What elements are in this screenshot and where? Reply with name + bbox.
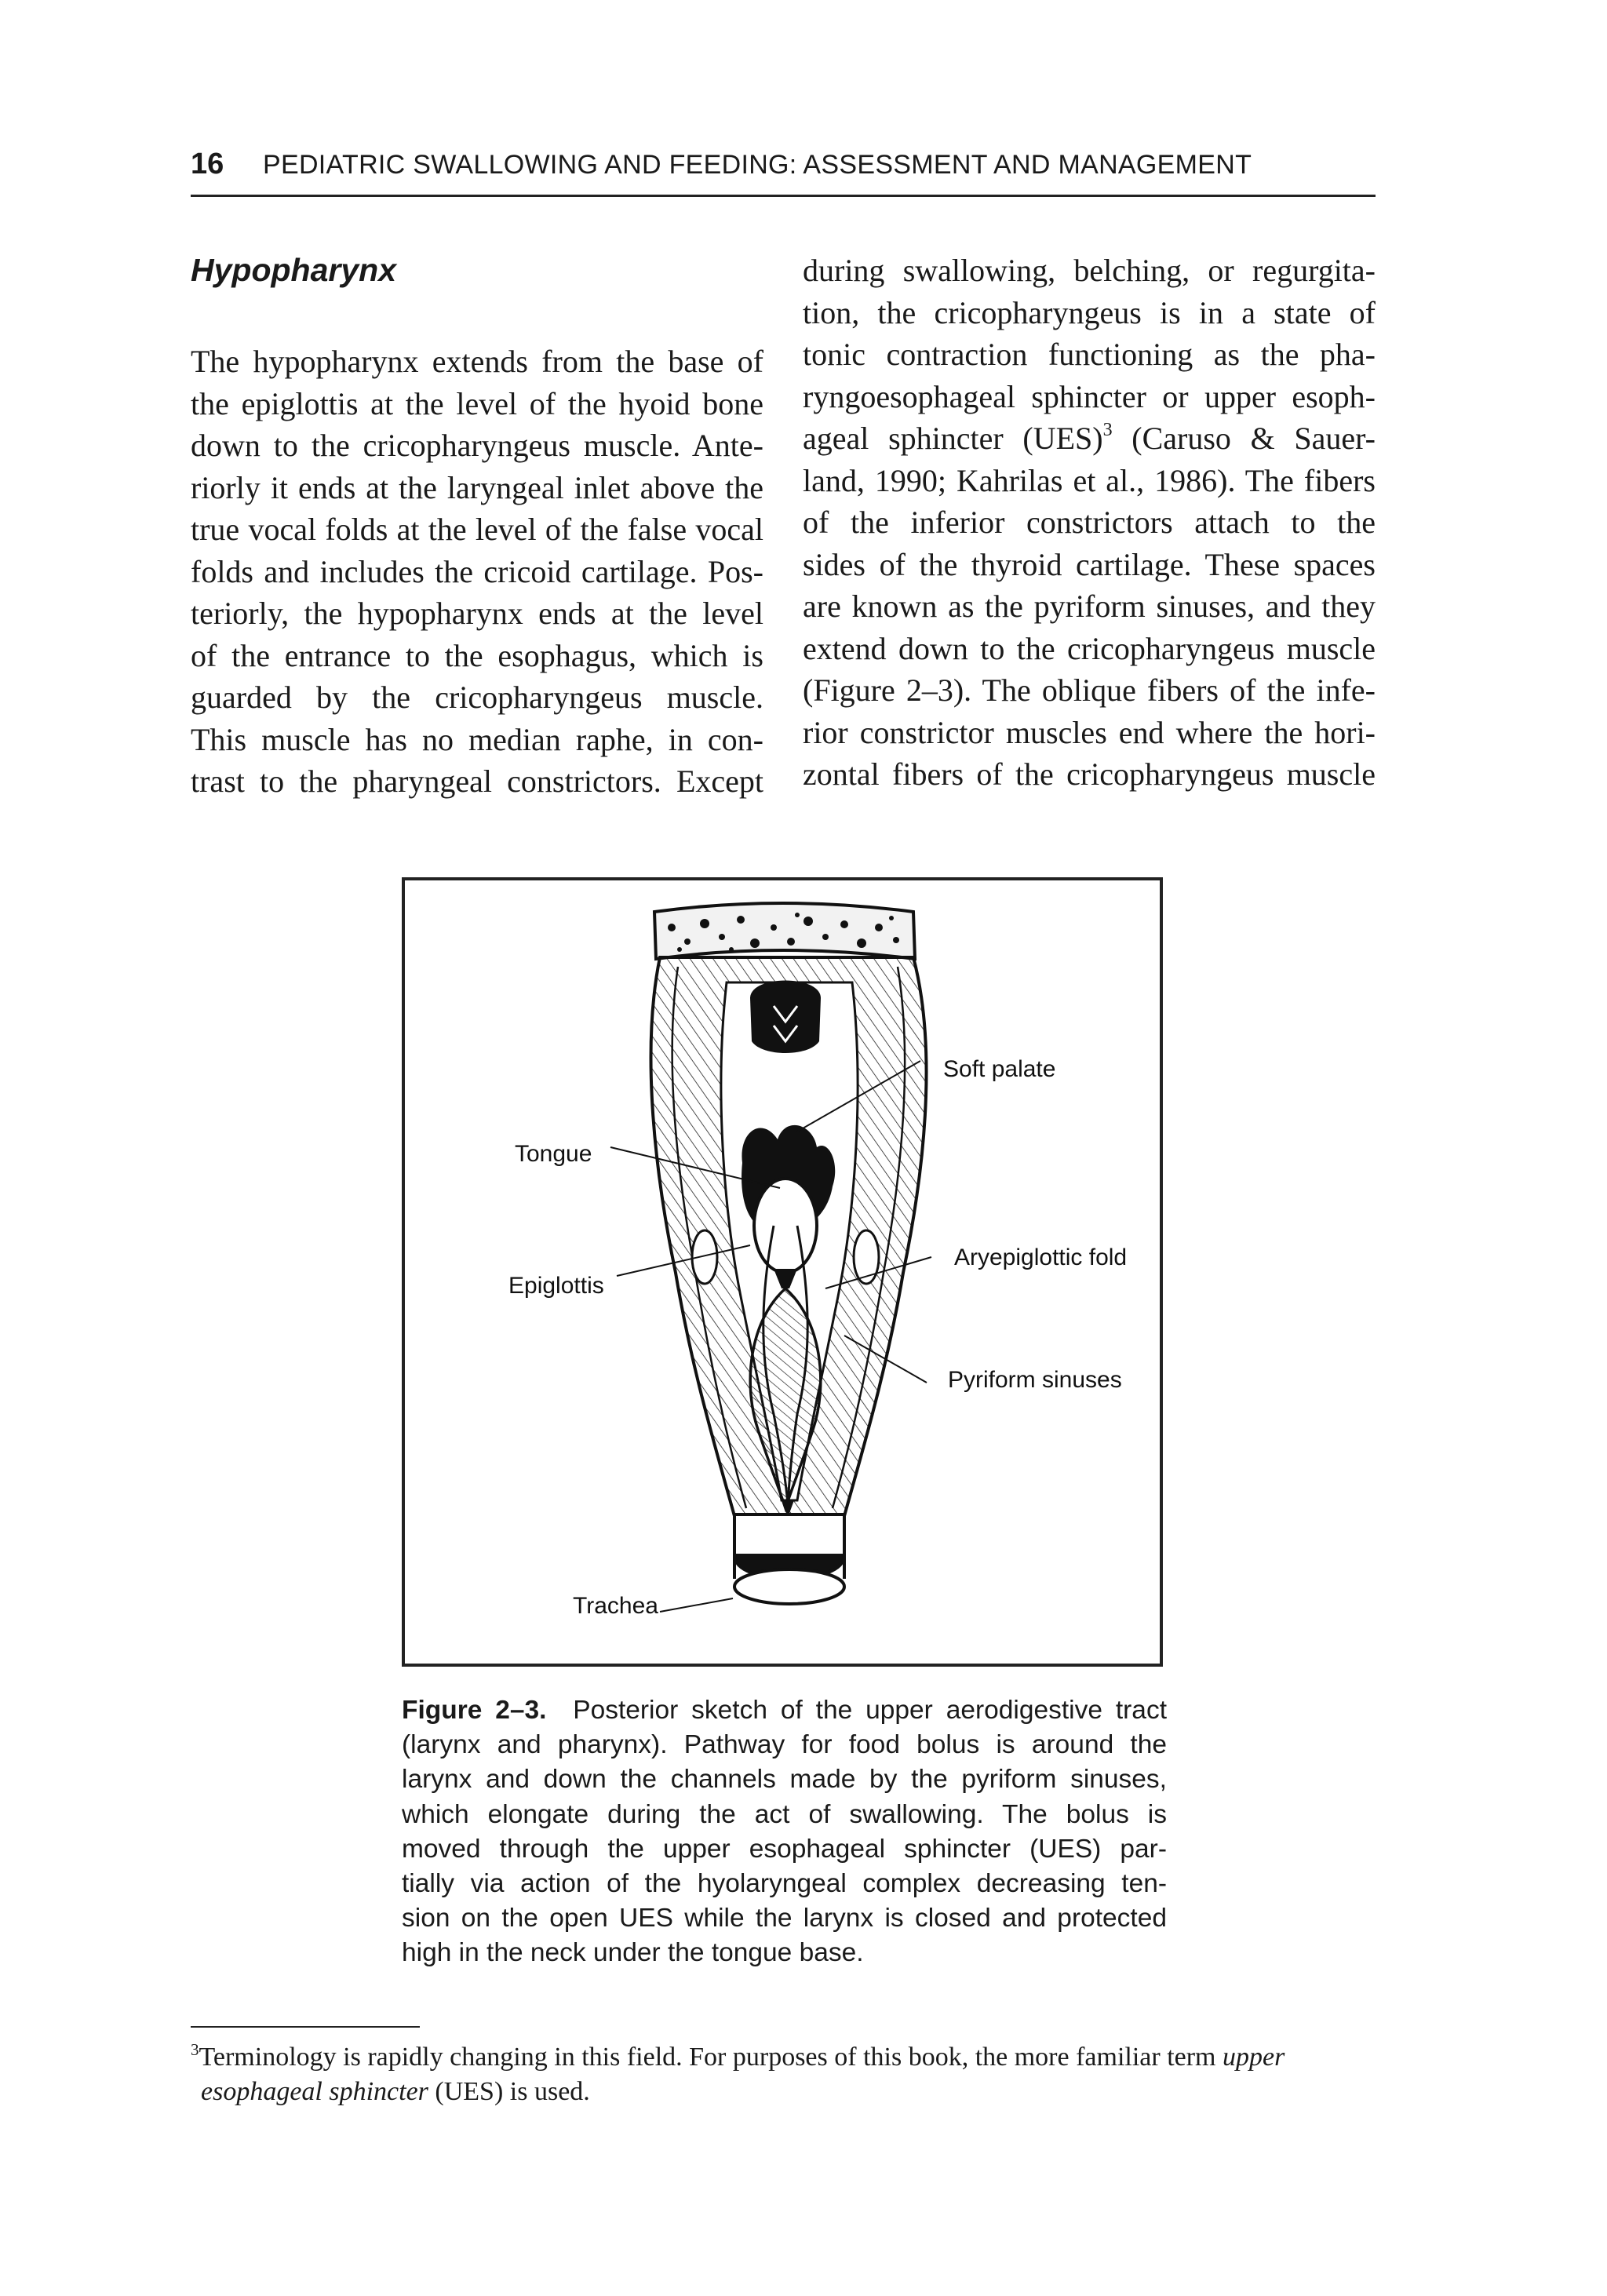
body-line: down to the cricopharyngeus muscle. Ante- bbox=[191, 428, 763, 463]
body-line: The hypopharynx extends from the base of bbox=[191, 344, 763, 379]
footnote-italic: esophageal sphincter bbox=[201, 2077, 428, 2106]
citation-text: (Caruso & Sauer- bbox=[1112, 421, 1376, 456]
caption-line: tially via action of the hyolaryngeal complex decreasing ten- bbox=[402, 1868, 1167, 1898]
body-line: are known as the pyriform sinuses, and they bbox=[803, 589, 1376, 624]
page-number: 16 bbox=[191, 148, 224, 180]
figure-frame bbox=[402, 877, 1163, 1667]
ues-text: ageal sphincter (UES) bbox=[803, 421, 1103, 456]
body-line: (Figure 2–3). The oblique fibers of the infe- bbox=[803, 672, 1376, 708]
body-line-with-footnote-ref bbox=[803, 417, 1376, 460]
footnote-text: (UES) is used. bbox=[428, 2077, 590, 2106]
footnote-line bbox=[191, 2075, 1376, 2109]
body-line: rior constrictor muscles end where the hori- bbox=[803, 714, 1376, 750]
body-line: extend down to the cricopharyngeus muscle bbox=[803, 630, 1376, 666]
body-line: folds and includes the cricoid cartilage. Pos- bbox=[191, 553, 763, 589]
figure-caption bbox=[402, 1693, 1167, 1971]
label-trachea: Trachea bbox=[573, 1593, 658, 1619]
caption-line bbox=[402, 1693, 1167, 1728]
body-line: ryngoesophageal sphincter or upper esoph- bbox=[803, 378, 1376, 414]
body-line: This muscle has no median raphe, in con- bbox=[191, 721, 763, 757]
body-line: of the inferior constrictors attach to the bbox=[803, 505, 1376, 540]
body-line: land, 1990; Kahrilas et al., 1986). The fibers bbox=[803, 462, 1376, 498]
body-line: teriorly, the hypopharynx ends at the level bbox=[191, 596, 763, 631]
caption-line: which elongate during the act of swallowing. The bolus is bbox=[402, 1799, 1167, 1829]
soft-palate-shape bbox=[750, 981, 821, 1054]
caption-line: moved through the upper esophageal sphincter (UES) par- bbox=[402, 1834, 1167, 1864]
footnote-italic: upper bbox=[1223, 2043, 1285, 2072]
right-column bbox=[803, 250, 1376, 796]
footnote-rule bbox=[191, 2026, 420, 2028]
caption-line: larynx and down the channels made by the pyriform sinuses, bbox=[402, 1765, 1167, 1795]
footnote-marker: 3 bbox=[191, 2040, 199, 2059]
body-line: guarded by the cricopharyngeus muscle. bbox=[191, 680, 763, 715]
left-column bbox=[191, 250, 763, 803]
skull-base-bar bbox=[654, 903, 915, 959]
body-line: of the entrance to the esophagus, which is bbox=[191, 637, 763, 673]
footnote-ref[interactable]: 3 bbox=[1102, 420, 1113, 440]
trachea-shape bbox=[734, 1514, 844, 1604]
label-soft-palate: Soft palate bbox=[943, 1056, 1056, 1082]
caption-line: (larynx and pharynx). Pathway for food bolus is around the bbox=[402, 1730, 1167, 1760]
label-aryepiglottic-fold: Aryepiglottic fold bbox=[954, 1245, 1128, 1270]
laryngeal-inlet bbox=[754, 1179, 817, 1273]
running-title: PEDIATRIC SWALLOWING AND FEEDING: ASSESSMENT AND MANAGEMENT bbox=[263, 150, 1252, 180]
section-heading: Hypopharynx bbox=[191, 252, 396, 288]
footnote-text: Terminology is rapidly changing in this field. For purposes of this book, the more familiar term bbox=[199, 2043, 1223, 2072]
label-epiglottis: Epiglottis bbox=[508, 1273, 604, 1299]
footnote bbox=[191, 2040, 1376, 2109]
body-line: true vocal folds at the level of the false vocal bbox=[191, 512, 763, 547]
body-line: tion, the cricopharyngeus is in a state of bbox=[803, 294, 1376, 330]
caption-text: Posterior sketch of the upper aerodigestive tract bbox=[546, 1696, 1167, 1725]
body-line: during swallowing, belching, or regurgita- bbox=[803, 253, 1376, 288]
running-header bbox=[191, 143, 1376, 197]
label-tongue: Tongue bbox=[515, 1141, 592, 1167]
caption-line: sion on the open UES while the larynx is closed and protected bbox=[402, 1904, 1167, 1933]
caption-line: high in the neck under the tongue base. bbox=[402, 1938, 864, 1968]
footnote-line bbox=[191, 2040, 1376, 2075]
body-line: zontal fibers of the cricopharyngeus muscle bbox=[803, 756, 1376, 792]
anatomy-illustration bbox=[405, 880, 1160, 1664]
body-line: tonic contraction functioning as the pha- bbox=[803, 337, 1376, 372]
body-line: trast to the pharyngeal constrictors. Except bbox=[191, 764, 763, 799]
body-line: riorly it ends at the laryngeal inlet above the bbox=[191, 469, 763, 505]
body-line: sides of the thyroid cartilage. These spaces bbox=[803, 546, 1376, 582]
label-pyriform-sinuses: Pyriform sinuses bbox=[948, 1367, 1122, 1393]
caption-label: Figure 2–3. bbox=[402, 1696, 547, 1725]
body-line: the epiglottis at the level of the hyoid bone bbox=[191, 385, 763, 421]
